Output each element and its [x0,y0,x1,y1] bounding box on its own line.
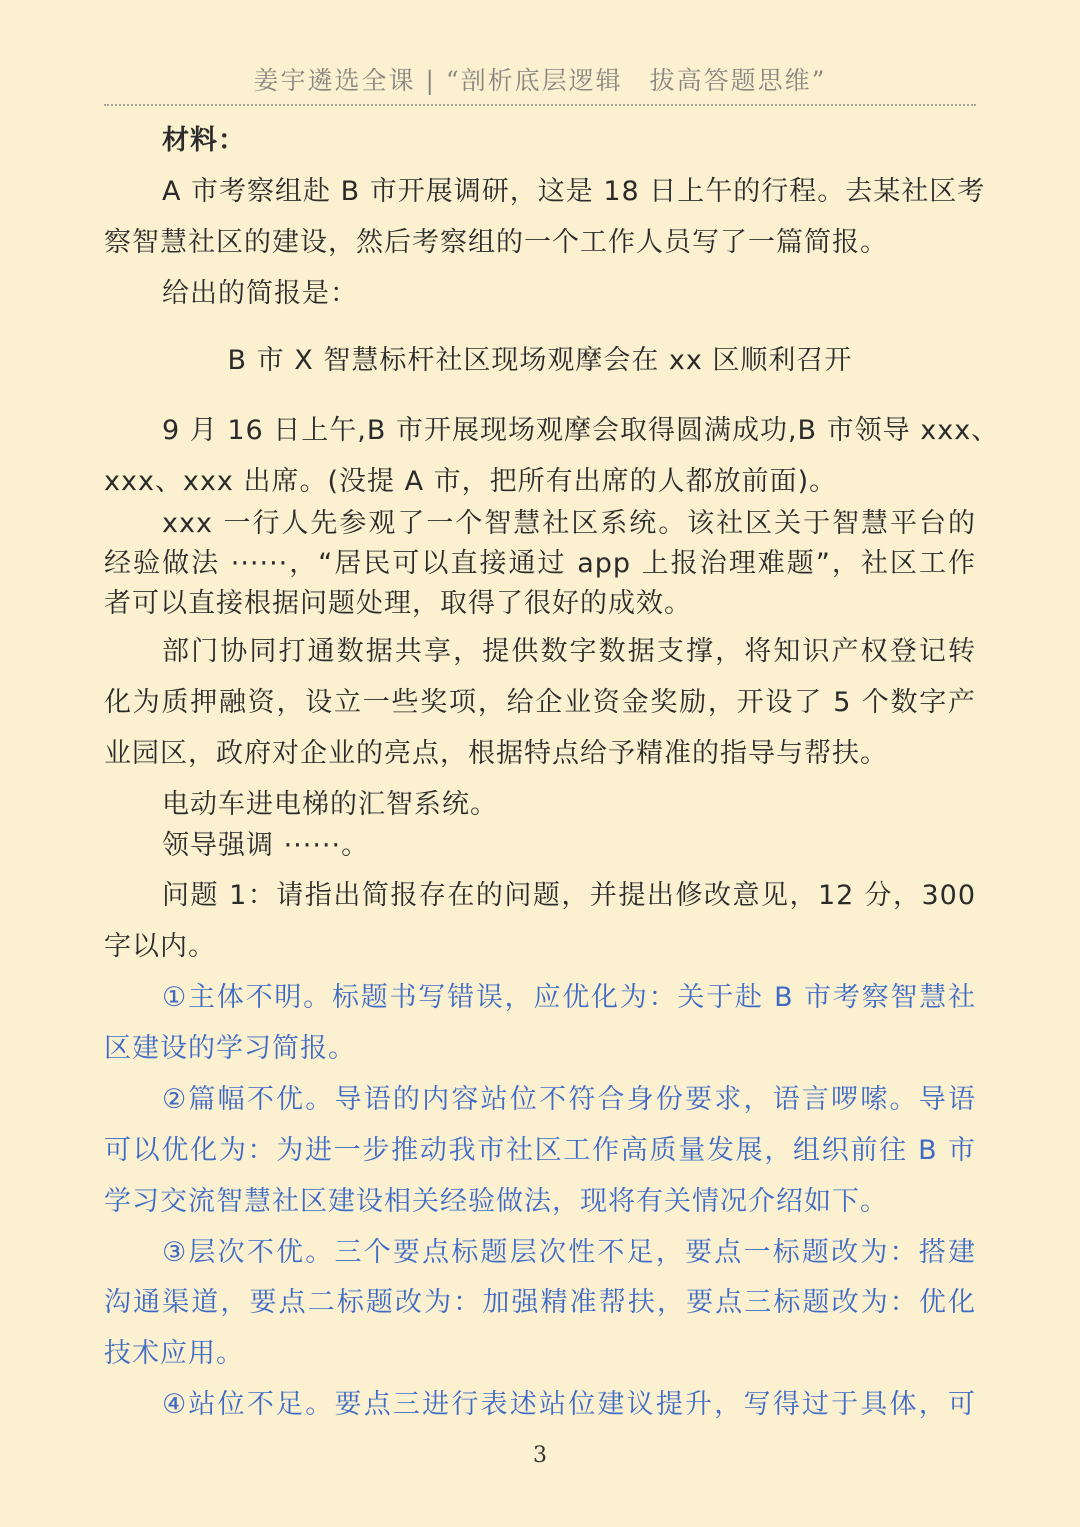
text-line: 业园区，政府对企业的亮点，根据特点给予精准的指导与帮扶。 [104,738,888,769]
text-line: A 市考察组赴 B 市开展调研，这是 18 日上午的行程。去某社区考 [162,176,986,207]
text-line: xxx 一行人先参观了一个智慧社区系统。该社区关于智慧平台的 [162,508,976,539]
text-line: 察智慧社区的建设，然后考察组的一个工作人员写了一篇简报。 [104,227,888,258]
answer-line: 沟通渠道，要点二标题改为：加强精准帮扶，要点三标题改为：优化 [104,1287,976,1318]
text-line: 电动车进电梯的汇智系统。 [162,789,498,820]
header-text: 姜宇遴选全课 | “剖析底层逻辑 拔高答题思维” [253,66,827,95]
page-header [104,58,976,106]
answer-line: 可以优化为：为进一步推动我市社区工作高质量发展，组织前往 B 市 [104,1135,976,1166]
material-label: 材料： [162,125,246,156]
answer-line: ②篇幅不优。导语的内容站位不符合身份要求，语言啰嗦。导语 [162,1084,976,1115]
answer-line: 技术应用。 [104,1338,244,1369]
page-number: 3 [533,1443,547,1468]
briefing-title: B 市 X 智慧标杆社区现场观摩会在 xx 区顺利召开 [227,345,853,376]
answer-line: ④站位不足。要点三进行表述站位建议提升，写得过于具体，可 [162,1389,976,1420]
text-line: 给出的简报是： [162,278,358,309]
text-line: 9 月 16 日上午,B 市开展现场观摩会取得圆满成功,B 市领导 xxx、 [162,415,1000,446]
question-line: 问题 1：请指出简报存在的问题，并提出修改意见，12 分，300 [162,880,976,911]
text-line: 领导强调 ······。 [162,830,370,861]
text-line: 经验做法 ······，“居民可以直接通过 app 上报治理难题”，社区工作 [104,548,976,579]
answer-line: 区建设的学习简报。 [104,1033,356,1064]
answer-line: 学习交流智慧社区建设相关经验做法，现将有关情况介绍如下。 [104,1186,888,1217]
text-line: xxx、xxx 出席。(没提 A 市，把所有出席的人都放前面)。 [104,466,838,497]
question-line: 字以内。 [104,931,216,962]
answer-line: ③层次不优。三个要点标题层次性不足，要点一标题改为：搭建 [162,1237,976,1268]
text-line: 者可以直接根据问题处理，取得了很好的成效。 [104,588,692,619]
answer-line: ①主体不明。标题书写错误，应优化为：关于赴 B 市考察智慧社 [162,982,976,1013]
text-line: 部门协同打通数据共享，提供数字数据支撑，将知识产权登记转 [162,636,976,667]
text-line: 化为质押融资，设立一些奖项，给企业资金奖励，开设了 5 个数字产 [104,687,976,718]
